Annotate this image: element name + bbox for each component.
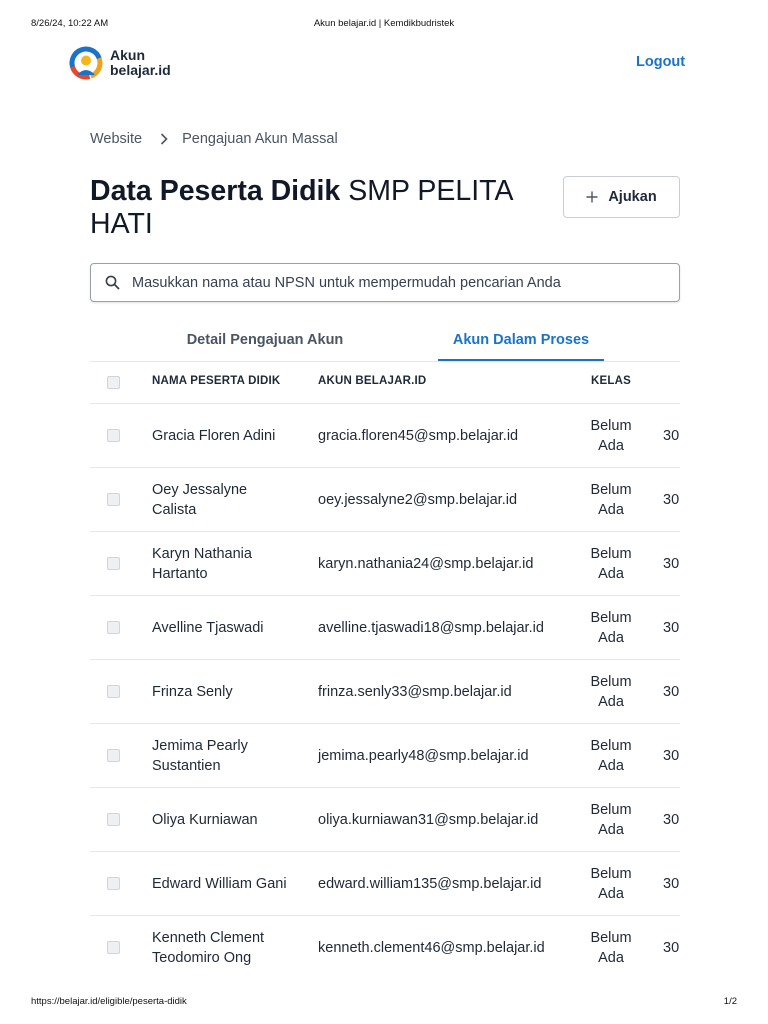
page-title	[90, 175, 550, 241]
student-name-cell: Gracia Floren Adini	[152, 427, 276, 444]
column-header-kelas[interactable]: KELAS	[591, 375, 631, 387]
student-kelas-cell: Belum Ada	[590, 481, 632, 518]
student-extra-cell: 30	[663, 939, 680, 956]
ajukan-label: Ajukan	[608, 189, 657, 205]
student-kelas-cell: Belum Ada	[590, 545, 632, 582]
row-checkbox[interactable]	[107, 813, 120, 826]
student-name-cell: Jemima Pearly Sustantien	[152, 737, 248, 774]
breadcrumb-item-pengajuan[interactable]: Pengajuan Akun Massal	[182, 131, 338, 147]
students-table	[90, 362, 680, 978]
tab-akun-dalam-proses[interactable]: Akun Dalam Proses	[438, 326, 604, 362]
print-url: https://belajar.id/eligible/peserta-didik	[31, 996, 187, 1007]
student-email-cell: oey.jessalyne2@smp.belajar.id	[318, 491, 518, 508]
column-header-akun[interactable]: AKUN BELAJAR.ID	[318, 375, 427, 387]
page-title-bold: Data Peserta Didik	[90, 175, 341, 207]
student-email-cell: oliya.kurniawan31@smp.belajar.id	[318, 811, 539, 828]
row-checkbox[interactable]	[107, 685, 120, 698]
student-email-cell: jemima.pearly48@smp.belajar.id	[318, 747, 529, 764]
row-checkbox[interactable]	[107, 621, 120, 634]
row-checkbox[interactable]	[107, 749, 120, 762]
print-page-number: 1/2	[723, 996, 737, 1007]
print-header	[0, 18, 768, 30]
print-datetime: 8/26/24, 10:22 AM	[31, 18, 109, 29]
student-extra-cell: 30	[663, 555, 680, 572]
student-extra-cell: 30	[663, 683, 680, 700]
student-name-cell: Edward William Gani	[152, 875, 287, 892]
chevron-right-icon	[160, 133, 168, 145]
breadcrumb	[90, 131, 338, 147]
student-kelas-cell: Belum Ada	[590, 929, 632, 966]
column-header-nama[interactable]: NAMA PESERTA DIDIK	[152, 375, 281, 387]
table-header	[90, 362, 680, 404]
print-page-title: Akun belajar.id | Kemdikbudristek	[313, 18, 455, 29]
logo-text	[110, 48, 171, 78]
student-email-cell: frinza.senly33@smp.belajar.id	[318, 683, 512, 700]
row-checkbox[interactable]	[107, 493, 120, 506]
akun-belajar-logo[interactable]	[68, 45, 171, 81]
student-email-cell: kenneth.clement46@smp.belajar.id	[318, 939, 545, 956]
search-icon	[105, 275, 120, 290]
table-row[interactable]	[90, 852, 680, 916]
ajukan-button[interactable]	[563, 176, 680, 218]
table-row[interactable]	[90, 660, 680, 724]
page-title-school: SMP PELITA HATI	[90, 175, 512, 240]
search-box[interactable]	[90, 263, 680, 302]
student-kelas-cell: Belum Ada	[590, 609, 632, 646]
student-extra-cell: 30	[663, 619, 680, 636]
student-email-cell: gracia.floren45@smp.belajar.id	[318, 427, 519, 444]
student-extra-cell: 30	[663, 747, 680, 764]
student-kelas-cell: Belum Ada	[590, 673, 632, 710]
logo-line-2: belajar.id	[110, 62, 171, 78]
row-checkbox[interactable]	[107, 941, 120, 954]
select-all-checkbox[interactable]	[107, 376, 120, 389]
row-checkbox[interactable]	[107, 557, 120, 570]
print-footer	[0, 996, 768, 1008]
plus-icon	[586, 191, 598, 203]
table-row[interactable]	[90, 532, 680, 596]
logo-mark-icon	[68, 45, 104, 81]
table-row[interactable]	[90, 724, 680, 788]
table-row[interactable]	[90, 596, 680, 660]
row-checkbox[interactable]	[107, 877, 120, 890]
student-email-cell: karyn.nathania24@smp.belajar.id	[318, 555, 534, 572]
student-name-cell: Karyn Nathania Hartanto	[152, 545, 252, 582]
tab-detail-pengajuan-akun[interactable]: Detail Pengajuan Akun	[186, 332, 344, 348]
student-extra-cell: 30	[663, 811, 680, 828]
student-name-cell: Avelline Tjaswadi	[152, 619, 264, 636]
student-extra-cell: 30	[663, 875, 680, 892]
student-extra-cell: 30	[663, 427, 680, 444]
row-checkbox[interactable]	[107, 429, 120, 442]
student-kelas-cell: Belum Ada	[590, 417, 632, 454]
table-row[interactable]	[90, 468, 680, 532]
student-email-cell: avelline.tjaswadi18@smp.belajar.id	[318, 619, 544, 636]
student-name-cell: Kenneth Clement Teodomiro Ong	[152, 929, 265, 966]
table-row[interactable]	[90, 916, 680, 978]
student-kelas-cell: Belum Ada	[590, 865, 632, 902]
logout-link[interactable]: Logout	[636, 54, 686, 70]
tabs	[90, 326, 680, 362]
table-row[interactable]	[90, 404, 680, 468]
student-email-cell: edward.william135@smp.belajar.id	[318, 875, 542, 892]
student-kelas-cell: Belum Ada	[590, 737, 632, 774]
student-extra-cell: 30	[663, 491, 680, 508]
table-row[interactable]	[90, 788, 680, 852]
student-kelas-cell: Belum Ada	[590, 801, 632, 838]
student-name-cell: Oliya Kurniawan	[152, 811, 258, 828]
student-name-cell: Oey Jessalyne Calista	[152, 481, 248, 518]
logo-line-1: Akun	[110, 47, 145, 63]
search-input[interactable]	[130, 267, 679, 299]
breadcrumb-item-website[interactable]: Website	[90, 131, 143, 147]
student-name-cell: Frinza Senly	[152, 683, 233, 700]
